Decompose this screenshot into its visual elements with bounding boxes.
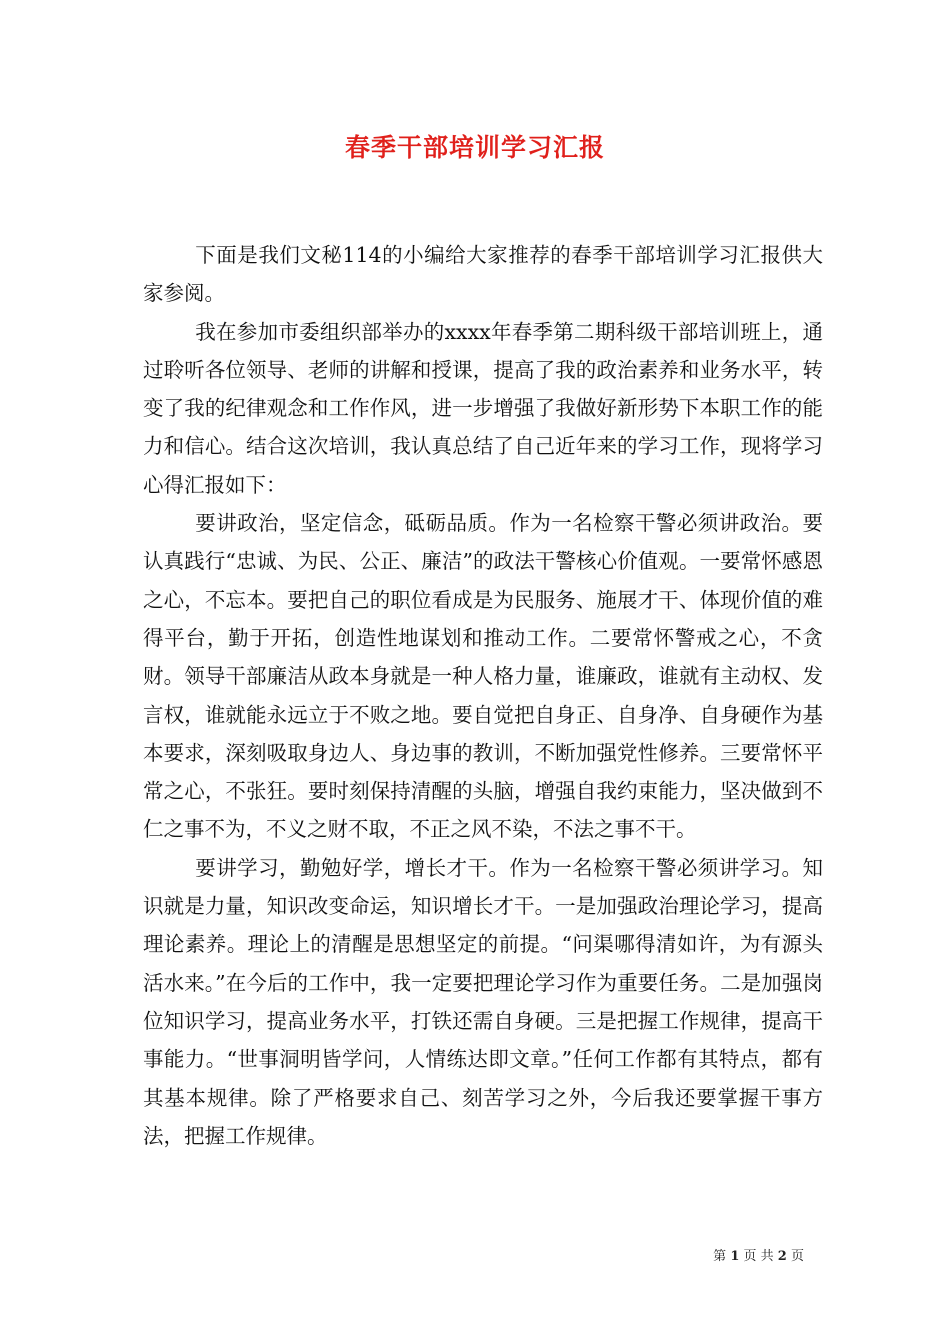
total-page-number: 2: [777, 1249, 787, 1264]
document-body: [143, 236, 823, 1155]
current-page-number: 1: [730, 1249, 740, 1264]
page-number-footer: [713, 1245, 804, 1264]
footer-middle: 页 共: [743, 1249, 774, 1264]
paragraph-overview: 我在参加市委组织部举办的xxxx年春季第二期科级干部培训班上，通过聆听各位领导、老师的讲解和授课，提高了我的政治素养和业务水平，转变了我的纪律观念和工作作风，进一步增强了我做好新形势下本职工作的能力和信心。结合这次培训，我认真总结了自己近年来的学习工作，现将学习心得汇报如下：: [143, 319, 823, 497]
footer-suffix: 页: [790, 1249, 804, 1264]
footer-prefix: 第: [713, 1249, 727, 1264]
paragraph-study: 要讲学习，勤勉好学，增长才干。作为一名检察干警必须讲学习。知识就是力量，知识改变命运，知识增长才干。一是加强政治理论学习，提高理论素养。理论上的清醒是思想坚定的前提。“问渠哪得清如许，为有源头活水来。”在今后的工作中，我一定要把理论学习作为重要任务。二是加强岗位知识学习，提高业务水平，打铁还需自身硬。三是把握工作规律，提高干事能力。“世事洞明皆学问，人情练达即文章。”任何工作都有其特点，都有其基本规律。除了严格要求自己、刻苦学习之外，今后我还要掌握干事方法，把握工作规律。: [143, 855, 823, 1148]
paragraph-politics: 要讲政治，坚定信念，砥砺品质。作为一名检察干警必须讲政治。要认真践行“忠诚、为民、公正、廉洁”的政法干警核心价值观。一要常怀感恩之心，不忘本。要把自己的职位看成是为民服务、施展才干、体现价值的难得平台，勤于开拓，创造性地谋划和推动工作。二要常怀警戒之心，不贪财。领导干部廉洁从政本身就是一种人格力量，谁廉政，谁就有主动权、发言权，谁就能永远立于不败之地。要自觉把自身正、自身净、自身硬作为基本要求，深刻吸取身边人、身边事的教训，不断加强党性修养。三要常怀平常之心，不张狂。要时刻保持清醒的头脑，增强自我约束能力，坚决做到不仁之事不为，不义之财不取，不正之风不染，不法之事不干。: [143, 511, 823, 842]
document-title: 春季干部培训学习汇报: [344, 133, 605, 162]
paragraph-intro: 下面是我们文秘114的小编给大家推荐的春季干部培训学习汇报供大家参阅。: [143, 243, 823, 306]
